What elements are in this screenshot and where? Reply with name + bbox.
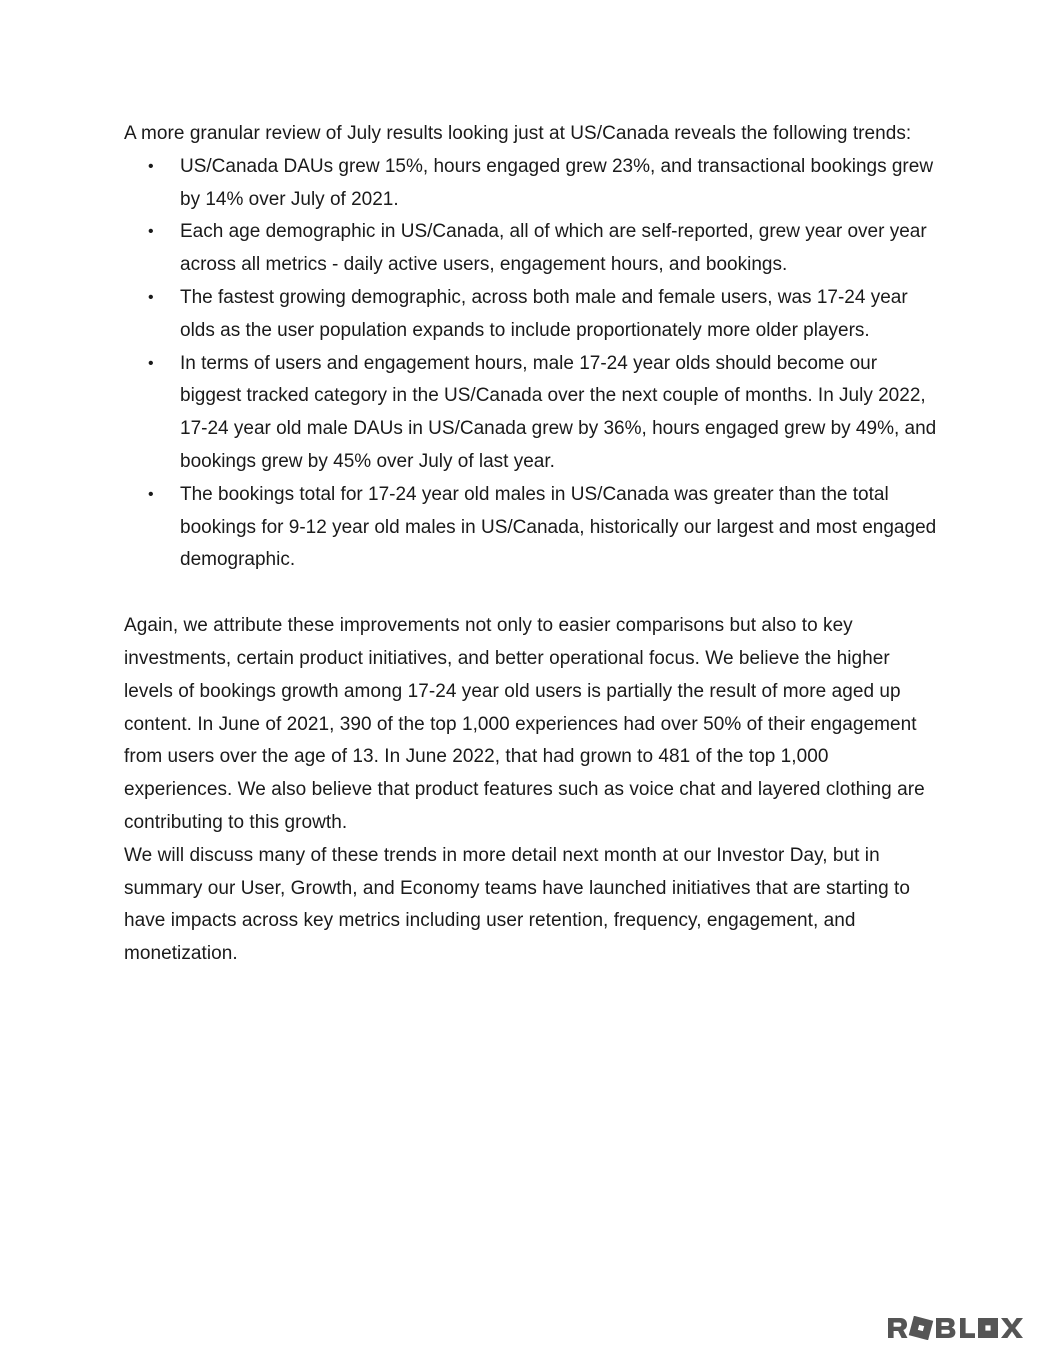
document-body [124,118,939,971]
summary-paragraph: We will discuss many of these trends in more detail next month at our Investor Day, but in summary our User, Growth, and Economy teams have launched initiatives that are starting to have impacts across key metrics including user retention, frequency, engagement, and monetization. [124,844,910,965]
list-item [124,282,939,348]
intro-paragraph: A more granular review of July results looking just at US/Canada reveals the following trends: [124,123,912,144]
trends-list [124,151,939,577]
bullet-icon: • [148,354,154,372]
list-item-text: In terms of users and engagement hours, male 17-24 year olds should become our biggest tracked category in the US/Canada over the next couple of months. In July 2022, 17-24 year old male DAUs in US/Canada grew by 36%, hours engaged grew by 49%, and bookings grew by 45% over July of last year. [180,352,937,472]
list-item [124,151,939,217]
bullet-icon: • [148,288,154,306]
list-item-text: The bookings total for 17-24 year old males in US/Canada was greater than the total bookings for 9-12 year old males in US/Canada, historically our largest and most engaged demographic. [180,483,937,571]
logo-text: ROBLOX [886,1316,891,1317]
list-item-text: Each age demographic in US/Canada, all of which are self-reported, grew year over year across all metrics - daily active users, engagement hours, and bookings. [180,221,927,276]
list-item [124,348,939,479]
bullet-icon: • [148,485,154,503]
list-item-text: US/Canada DAUs grew 15%, hours engaged grew 23%, and transactional bookings grew by 14% over July of 2021. [180,155,934,210]
attribution-paragraph: Again, we attribute these improvements not only to easier comparisons but also to key investments, certain product initiatives, and better operational focus. We believe the higher levels of bookings growth among 17-24 year old users is partially the result of more aged up content. In June of 2021, 390 of the top 1,000 experiences had over 50% of their engagement from users over the age of 13. In June 2022, that had grown to 481 of the top 1,000 experiences. We also believe that product features such as voice chat and layered clothing are contributing to this growth. [124,615,925,833]
roblox-logo-icon [886,1316,1024,1340]
list-item [124,216,939,282]
list-item-text: The fastest growing demographic, across both male and female users, was 17-24 year olds as the user population expands to include proportionately more older players. [180,286,908,341]
bullet-icon: • [148,223,154,241]
list-item [124,479,939,577]
bullet-icon: • [148,157,154,175]
